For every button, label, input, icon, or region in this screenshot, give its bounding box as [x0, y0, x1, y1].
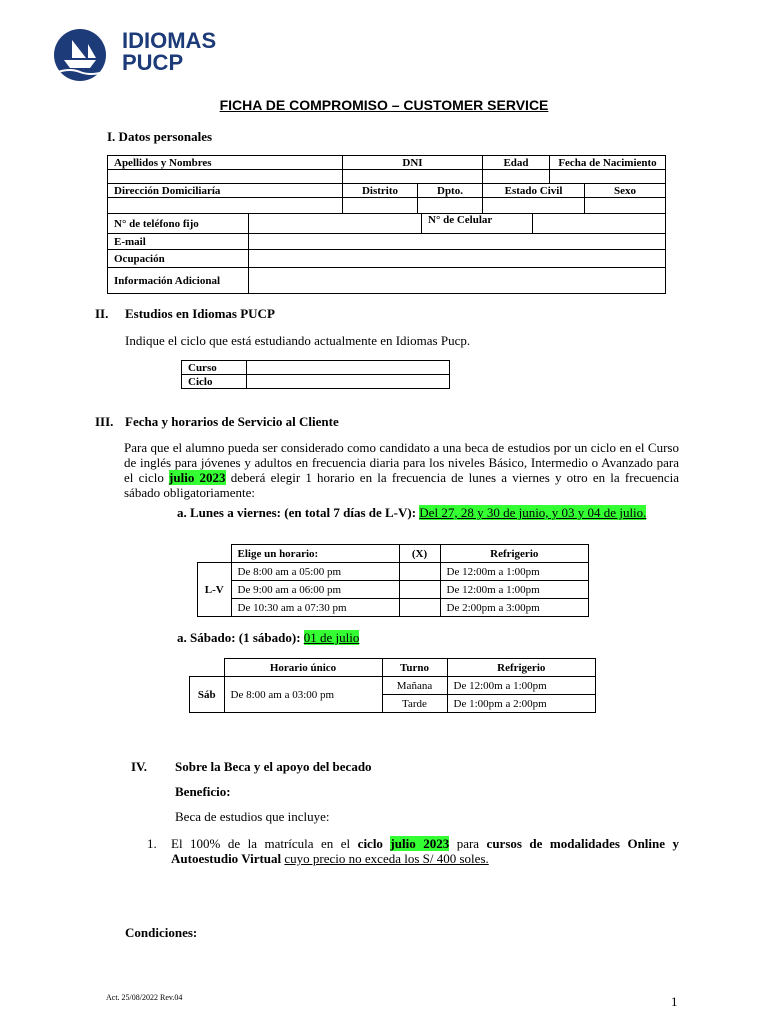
lv-dates: Del 27, 28 y 30 de junio, y 03 y 04 de julio. — [419, 505, 647, 520]
logo-line1: IDIOMAS — [122, 28, 217, 53]
field-email[interactable] — [249, 234, 666, 250]
lv-schedule-intro — [177, 505, 679, 520]
label-informacion-adicional: Información Adicional — [108, 268, 249, 294]
table-row — [198, 599, 589, 617]
label-ocupacion: Ocupación — [108, 250, 249, 268]
label-email: E-mail — [108, 234, 249, 250]
field-ciclo[interactable] — [247, 375, 450, 389]
sab-corner-blank — [190, 659, 225, 677]
lv-horario-2: De 9:00 am a 06:00 pm — [231, 581, 399, 599]
item-part-c: para — [456, 836, 480, 851]
section-4-number: IV. — [131, 759, 148, 774]
benefit-text: Beca de estudios que incluye: — [175, 809, 330, 824]
paragraph-highlight-cycle: julio 2023 — [169, 470, 226, 485]
label-telefono-fijo: N° de teléfono fijo — [108, 214, 249, 234]
section-3-number: III. — [95, 414, 114, 429]
benefit-item-number: 1. — [147, 836, 157, 851]
lv-schedule-table — [197, 544, 589, 617]
field-dpto[interactable] — [418, 198, 483, 214]
paragraph-part-a: Para que el alumno pueda ser considerado como candidato a una beca de estudios por un ciclo en el Curso de inglés para jóvenes y adultos en frecuencia diaria para los niveles Básico, Intermedio o Avanzado para el ciclo — [124, 440, 679, 485]
label-dni: DNI — [343, 156, 483, 170]
lv-header-horario: Elige un horario: — [231, 545, 399, 563]
lv-select-3[interactable] — [399, 599, 440, 617]
lv-horario-1: De 8:00 am a 05:00 pm — [231, 563, 399, 581]
table-row — [190, 677, 596, 695]
field-sexo[interactable] — [585, 198, 666, 214]
sab-horario: De 8:00 am a 03:00 pm — [224, 677, 382, 713]
field-celular[interactable] — [533, 214, 666, 234]
sab-header-turno: Turno — [382, 659, 447, 677]
label-curso: Curso — [182, 361, 247, 375]
field-estado-civil[interactable] — [483, 198, 585, 214]
lv-row-label: L-V — [198, 563, 232, 617]
label-direccion: Dirección Domiciliaría — [108, 184, 343, 198]
section-2-text: Indique el ciclo que está estudiando actualmente en Idiomas Pucp. — [125, 333, 471, 348]
field-informacion-adicional[interactable] — [249, 268, 666, 294]
label-distrito: Distrito — [343, 184, 418, 198]
section-3-paragraph — [124, 440, 679, 500]
lv-select-2[interactable] — [399, 581, 440, 599]
label-fecha-nacimiento: Fecha de Nacimiento — [550, 156, 666, 170]
benefit-item-text — [171, 836, 679, 866]
logo-line2: PUCP — [122, 50, 184, 75]
sab-row-label: Sáb — [190, 677, 225, 713]
ship-emblem-icon — [50, 28, 112, 82]
label-celular: N° de Celular — [422, 214, 533, 234]
lv-refrigerio-2: De 12:00m a 1:00pm — [440, 581, 589, 599]
label-estado-civil: Estado Civil — [483, 184, 585, 198]
sab-turno-1: Mañana — [382, 677, 447, 695]
lv-label: a. Lunes a viernes: (en total 7 días de L-V): — [177, 505, 417, 520]
lv-header-refrigerio: Refrigerio — [440, 545, 589, 563]
course-table — [181, 360, 450, 389]
field-fecha-nacimiento[interactable] — [550, 170, 666, 184]
sab-refrigerio-1: De 12:00m a 1:00pm — [447, 677, 596, 695]
section-2-heading: Estudios en Idiomas PUCP — [125, 306, 275, 321]
field-ocupacion[interactable] — [249, 250, 666, 268]
field-dni[interactable] — [343, 170, 483, 184]
field-curso[interactable] — [247, 361, 450, 375]
personal-data-table-bottom — [107, 213, 666, 294]
item-part-d: cursos de modalidades Online y Autoestudio Virtual — [171, 836, 680, 866]
page-number: 1 — [671, 994, 678, 1009]
field-apellidos[interactable] — [108, 170, 343, 184]
section-2-number: II. — [95, 306, 109, 321]
item-part-a: El 100% de la matrícula en el — [171, 836, 351, 851]
label-sexo: Sexo — [585, 184, 666, 198]
label-ciclo: Ciclo — [182, 375, 247, 389]
lv-header-x: (X) — [399, 545, 440, 563]
item-part-b: ciclo — [357, 836, 383, 851]
field-edad[interactable] — [483, 170, 550, 184]
section-4-heading: Sobre la Beca y el apoyo del becado — [175, 759, 372, 774]
revision-note: Act. 25/08/2022 Rev.04 — [106, 993, 183, 1002]
sab-label: a. Sábado: (1 sábado): — [177, 630, 301, 645]
lv-refrigerio-1: De 12:00m a 1:00pm — [440, 563, 589, 581]
sab-schedule-table — [189, 658, 596, 713]
table-row — [198, 563, 589, 581]
logo-wordmark — [122, 30, 216, 74]
lv-select-1[interactable] — [399, 563, 440, 581]
sab-header-refrigerio: Refrigerio — [447, 659, 596, 677]
sab-refrigerio-2: De 1:00pm a 2:00pm — [447, 695, 596, 713]
field-distrito[interactable] — [343, 198, 418, 214]
paragraph-part-b: deberá elegir 1 horario en la frecuencia de lunes a viernes y otro en la frecuencia sábado obligatoriamente: — [124, 470, 679, 500]
sab-turno-2: Tarde — [382, 695, 447, 713]
page-title: FICHA DE COMPROMISO – CUSTOMER SERVICE — [219, 97, 549, 113]
benefit-label: Beneficio: — [175, 784, 231, 799]
section-3-heading: Fecha y horarios de Servicio al Cliente — [125, 414, 339, 429]
section-1-heading: I. Datos personales — [107, 129, 213, 144]
table-row — [198, 581, 589, 599]
personal-data-table-top — [107, 155, 666, 214]
field-direccion[interactable] — [108, 198, 343, 214]
label-edad: Edad — [483, 156, 550, 170]
label-apellidos: Apellidos y Nombres — [108, 156, 343, 170]
sab-header-horario: Horario único — [224, 659, 382, 677]
sab-date: 01 de julio — [303, 630, 360, 645]
lv-refrigerio-3: De 2:00pm a 3:00pm — [440, 599, 589, 617]
field-telefono-fijo[interactable] — [249, 214, 422, 234]
item-part-e: cuyo precio no exceda los S/ 400 soles. — [284, 851, 489, 866]
sab-schedule-intro — [177, 630, 359, 645]
conditions-label: Condiciones: — [125, 925, 198, 940]
lv-horario-3: De 10:30 am a 07:30 pm — [231, 599, 399, 617]
lv-corner-blank — [198, 545, 232, 563]
item-highlight-cycle: julio 2023 — [390, 836, 450, 851]
label-dpto: Dpto. — [418, 184, 483, 198]
